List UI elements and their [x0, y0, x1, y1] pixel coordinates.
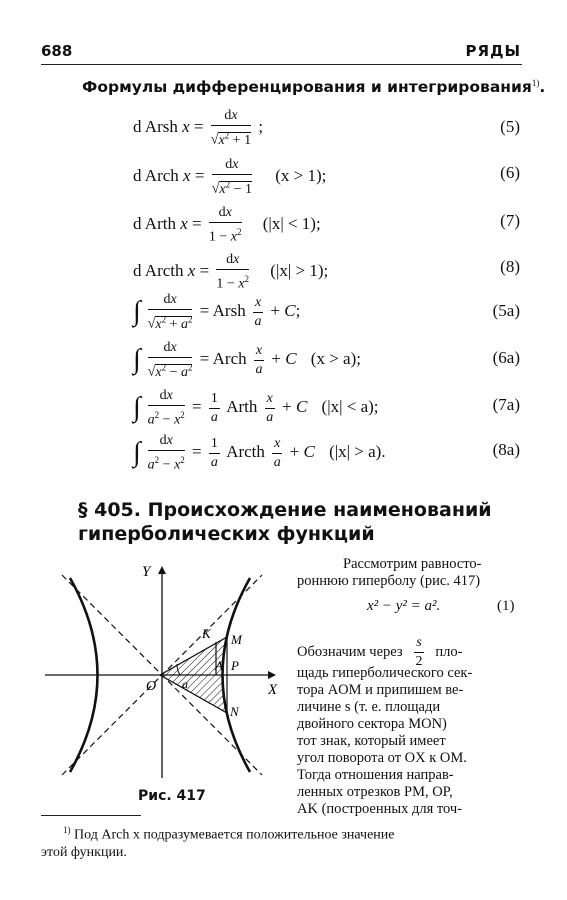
- hatched-sector: [160, 637, 227, 713]
- formula-6a-number: (6a): [492, 348, 520, 367]
- label-p: P: [231, 658, 239, 673]
- formula-8-number: (8): [500, 257, 520, 276]
- text-p2-line10: AK (построенных для точ-: [297, 801, 463, 817]
- formula-5: d Arsh x = $\frac{dx}{√x^2 + 1}$ ;: [133, 108, 264, 148]
- formula-6: d Arch x = $\frac{dx}{√x^2 - 1}$ (x > 1);: [133, 157, 327, 197]
- label-k: K: [202, 626, 211, 641]
- footnote-mark: 1): [63, 825, 71, 835]
- text-p2-line2: щадь гиперболического сек-: [297, 665, 473, 681]
- formula-6-condition: (x > 1);: [275, 166, 327, 186]
- text-p2-line6: тот знак, который имеет: [297, 733, 446, 749]
- text-p1-line2: роннюю гиперболу (рис. 417): [297, 573, 481, 589]
- equation-1: x² − y² = a².: [367, 598, 441, 614]
- running-title: РЯДЫ: [465, 42, 521, 60]
- section-title: [78, 498, 492, 546]
- fraction-top: s: [414, 635, 423, 653]
- hyperbola-figure: [40, 560, 292, 785]
- formula-8: d Arcth x = $\frac{dx}{1 - x^2}$ (|x| > 1);: [133, 252, 329, 292]
- formula-7a-condition: (|x| < a);: [321, 397, 379, 417]
- formula-6-number: (6): [500, 163, 520, 182]
- formula-6a-condition: (x > a);: [310, 349, 361, 369]
- formulas-heading: Формулы дифференцирования и интегрирования$^{1)}$.: [82, 78, 546, 97]
- formulas-heading-text: Формулы дифференцирования и интегрирования: [82, 78, 532, 97]
- label-m: M: [231, 632, 242, 647]
- formula-7: d Arth x = $\frac{dx}{1 - x^2}$ (|x| < 1);: [133, 205, 321, 245]
- formula-7-condition: (|x| < 1);: [262, 214, 321, 234]
- section-title-line2: гиперболических функций: [78, 523, 375, 545]
- fraction-bottom: 2: [415, 654, 423, 669]
- figure-caption: Рис. 417: [138, 788, 206, 804]
- formula-8-condition: (|x| > 1);: [270, 261, 329, 281]
- text-p2-line1b: пло-: [435, 643, 463, 660]
- formula-7a: ∫ $\frac{dx}{a^2 - x^2}$ = $\frac{1}{a}$ Arth $\frac{x}{a}$ + C (|x| < a);: [133, 388, 379, 428]
- text-p2-line5: двойного сектора MON): [297, 716, 447, 732]
- label-a: a: [182, 677, 188, 691]
- formula-6a: ∫ $\frac{dx}{√x^2 - a^2}$ = Arch $\frac{x}{a}$ + C (x > a);: [133, 340, 361, 380]
- formula-8a-number: (8a): [492, 440, 520, 459]
- label-x: X: [268, 682, 278, 698]
- formula-7a-number: (7a): [492, 395, 520, 414]
- formula-5a: ∫ $\frac{dx}{√x^2 + a^2}$ = Arsh $\frac{x}{a}$ + C;: [133, 292, 301, 332]
- footnote-line2: этой функции.: [41, 844, 127, 860]
- text-p2-line7: угол поворота от OX к OM.: [297, 750, 467, 766]
- equation-1-number: (1): [497, 598, 515, 614]
- text-p2-line4: личине s (т. е. площади: [297, 699, 441, 715]
- formula-7-number: (7): [500, 211, 520, 230]
- footnote-rule: [41, 815, 141, 816]
- footnote-line1: Под Arch x подразумевается положительное значение: [74, 827, 395, 843]
- text-p2-line8: Тогда отношения направ-: [297, 767, 454, 783]
- label-o: O: [146, 679, 157, 694]
- text-p2-line9: ленных отрезков PM, OP,: [297, 784, 453, 800]
- footnote: [41, 822, 523, 861]
- x-axis-arrow: [268, 671, 276, 679]
- formula-8a: ∫ $\frac{dx}{a^2 - x^2}$ = $\frac{1}{a}$ Arcth $\frac{x}{a}$ + C (|x| > a).: [133, 433, 386, 473]
- y-axis-arrow: [158, 566, 166, 574]
- formula-8a-condition: (|x| > a).: [329, 442, 386, 462]
- label-n: N: [230, 704, 239, 719]
- footnote-ref: 1): [531, 78, 540, 88]
- page-number: 688: [41, 42, 73, 60]
- label-a-point: A: [215, 658, 223, 673]
- section-title-line1: § 405. Происхождение наименований: [78, 499, 492, 521]
- text-p2-line1a: Обозначим через: [297, 643, 403, 660]
- text-p1-line1: Рассмотрим равносто-: [343, 556, 482, 572]
- formula-5a-number: (5a): [492, 301, 520, 320]
- text-p2-line3: тора AOM и припишем ве-: [297, 682, 464, 698]
- label-y: Y: [142, 564, 151, 580]
- page-header: [41, 40, 521, 64]
- formula-5-number: (5): [500, 117, 520, 136]
- header-rule: [41, 64, 522, 65]
